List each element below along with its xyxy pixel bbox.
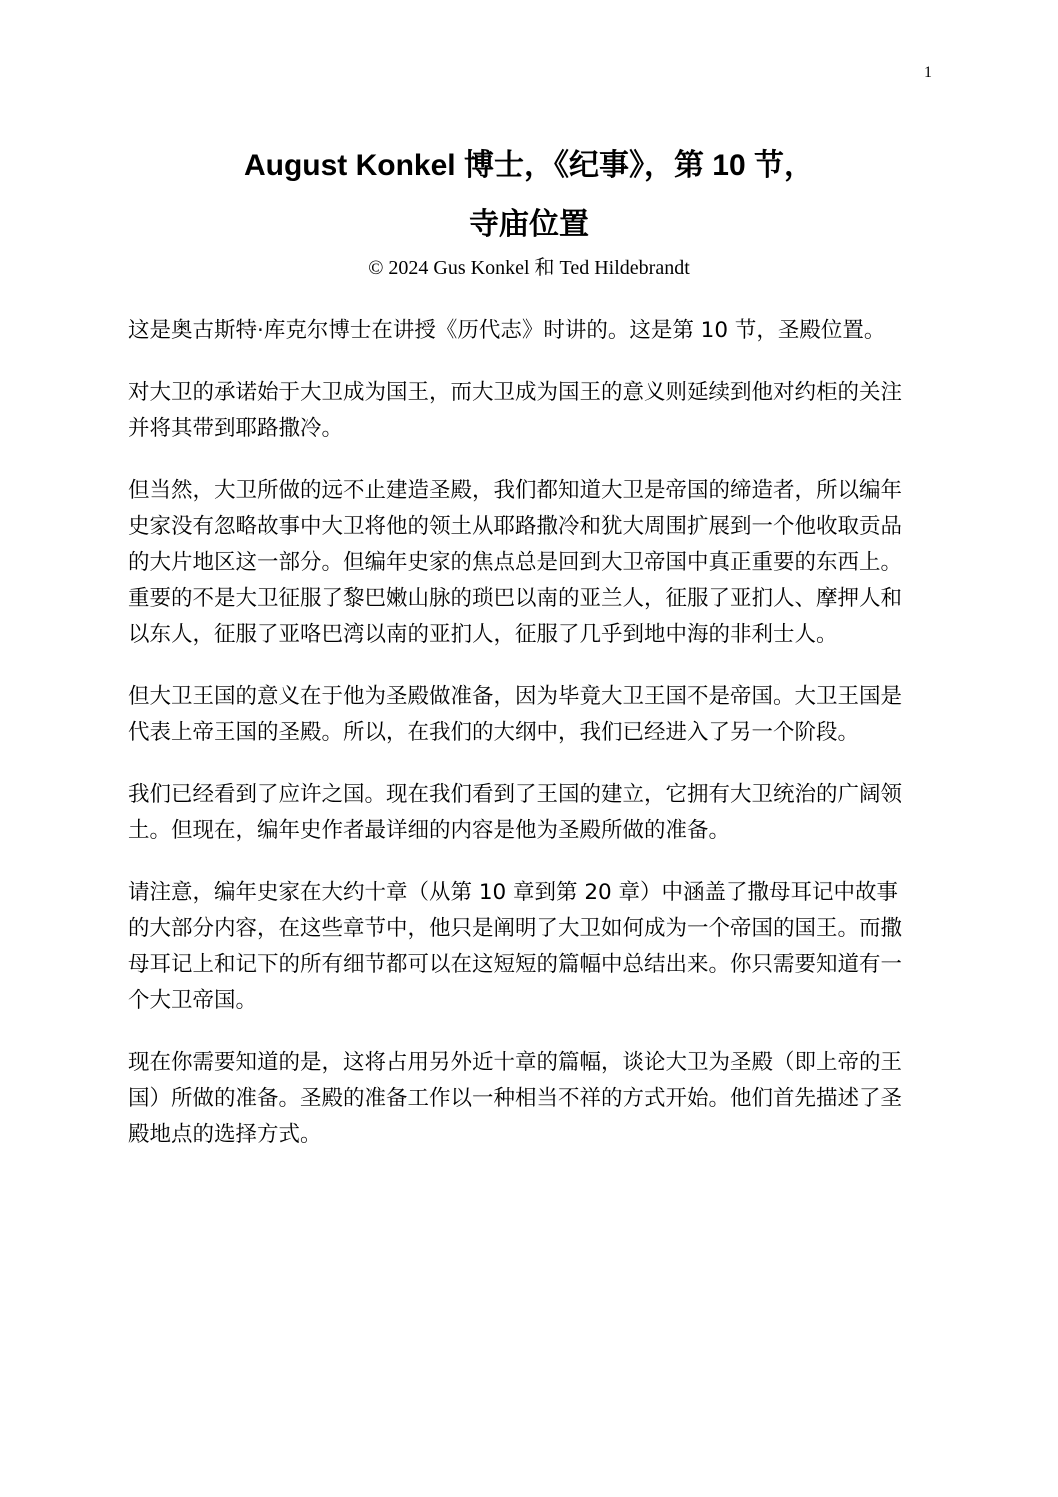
page-number: 1: [924, 64, 932, 81]
paragraph-7: 现在你需要知道的是，这将占用另外近十章的篇幅，谈论大卫为圣殿（即上帝的王国）所做的准备。圣殿的准备工作以一种相当不祥的方式开始。他们首先描述了圣殿地点的选择方式。: [128, 1050, 903, 1147]
title-line-2: 寺庙位置: [469, 208, 589, 241]
copyright-line: © 2024 Gus Konkel 和 Ted Hildebrandt: [368, 257, 690, 279]
document-body: [128, 313, 918, 1179]
paragraph-1: 这是奥古斯特·库克尔博士在讲授《历代志》时讲的。这是第 10 节，圣殿位置。: [128, 318, 886, 343]
paragraph-4: 但大卫王国的意义在于他为圣殿做准备，因为毕竟大卫王国不是帝国。大卫王国是代表上帝王国的圣殿。所以，在我们的大纲中，我们已经进入了另一个阶段。: [128, 684, 903, 745]
document-title: [130, 136, 928, 254]
paragraph-6: 请注意，编年史家在大约十章（从第 10 章到第 20 章）中涵盖了撒母耳记中故事的大部分内容，在这些章节中，他只是阐明了大卫如何成为一个帝国的国王。而撒母耳记上和记下的所有细节都可以在这短短的篇幅中总结出来。你只需要知道有一个大卫帝国。: [128, 880, 903, 1013]
paragraph-2: 对大卫的承诺始于大卫成为国王，而大卫成为国王的意义则延续到他对约柜的关注并将其带到耶路撒冷。: [128, 380, 903, 441]
paragraph-3: 但当然，大卫所做的远不止建造圣殿，我们都知道大卫是帝国的缔造者，所以编年史家没有忽略故事中大卫将他的领土从耶路撒冷和犹大周围扩展到一个他收取贡品的大片地区这一部分。但编年史家的焦点总是回到大卫帝国中真正重要的东西上。重要的不是大卫征服了黎巴嫩山脉的琐巴以南的亚兰人，征服了亚扪人、摩押人和以东人，征服了亚咯巴湾以南的亚扪人，征服了几乎到地中海的非利士人。: [128, 478, 903, 647]
title-line-1: August Konkel 博士，《纪事》，第 10 节，: [243, 149, 815, 182]
paragraph-5: 我们已经看到了应许之国。现在我们看到了王国的建立，它拥有大卫统治的广阔领土。但现在，编年史作者最详细的内容是他为圣殿所做的准备。: [128, 782, 903, 843]
